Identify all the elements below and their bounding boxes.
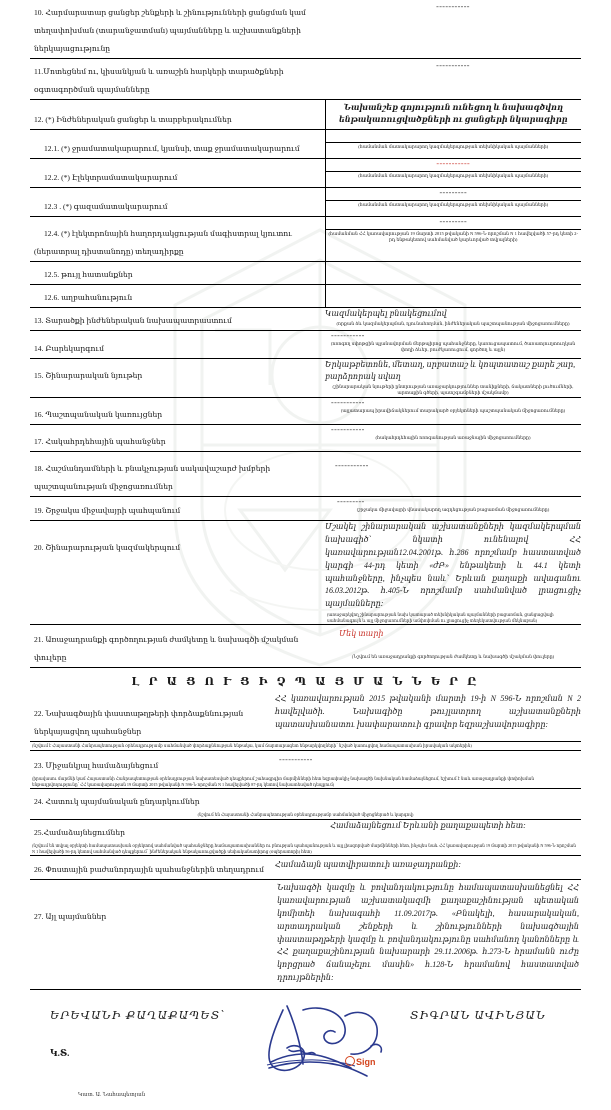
- row-hint: (որքան ձև կազմակերպման, դյունահողման, ինժեներական պաշտպանության միջոցառումները): [336, 321, 570, 326]
- table-row: [30, 856, 581, 880]
- row-hint: (հակահրդեհային ոռոգանության առաջնային միջոցառումները): [375, 435, 531, 441]
- table-row: [30, 789, 581, 812]
- signatory-title: ԵՐԵՎԱՆԻ ՔԱՂԱՔԱՊԵՏ՝: [50, 1009, 226, 1022]
- table-row: [30, 130, 581, 159]
- table-row: [30, 497, 581, 521]
- table-row: [30, 262, 581, 285]
- row-label-cell: [30, 625, 325, 668]
- row-value-cell[interactable]: [275, 750, 581, 775]
- table-row: [30, 217, 581, 262]
- row-label-cell: [30, 693, 275, 742]
- value-entry-line[interactable]: [326, 217, 582, 230]
- table-row: [30, 452, 581, 497]
- row-label: 23. Միջանկյալ համաձայնեցում: [34, 760, 159, 770]
- row-hint: (շինարարական նյութերի ընտրության առաջարկություններ տանիքների, ճակատների լուծումների, արտաքին գծերի, պատշգամբների մշակմամբ): [332, 384, 574, 396]
- row-hint: (համանման մատակարարող կազմակերպության տեխնիկական պայմանների): [358, 173, 549, 178]
- row-value: Համաձայնեցում Երևանի քաղաքապետի հետ:: [330, 820, 526, 830]
- row-value: Նախանշեք գոյություն ունեցող և նախագծվող ենթակառուցվածքների ու ցանցերի նկարագիրը: [339, 103, 568, 124]
- row-label-cell: [30, 521, 325, 625]
- row-value-cell[interactable]: [325, 425, 581, 452]
- table-row: [30, 59, 581, 100]
- table-row-hint: [30, 742, 581, 751]
- row-label: 14. Բարեկարգում: [34, 344, 105, 353]
- row-value: -----------: [331, 331, 365, 340]
- table-row: [30, 819, 581, 842]
- row-value: ՀՀ կառավարության 2015 թվականի մարտի 19-ի N 596-Ն որոշման N 2 հավելվածի. Նախագիծը թույլատրող աշխատանքների պատասխանատու խափարատուի գրավոր եզրաշխավորագիրը:: [275, 694, 581, 729]
- row-hint: (նշվում են տվյալ օբյեկտի համապատասխան օբյեկտով սահմանված պահանջները համապատասխաններ ու բնության պահպանության և այլ լիազորված մարմինների հետ, ինչպես նաև ՀՀ կառավարության 19 մարտի 2015 թվականի N 596-Ն որոշման N 1 հավելվածի 56-րդ կետով սահմանված դեպքերում՝ ինժեներական ենթակառուցվածքի սեփականատիրոց (օպերատորի) հետ): [32, 842, 576, 854]
- row-value-cell[interactable]: [325, 285, 581, 308]
- table-row: [30, 398, 581, 425]
- row-value-cell[interactable]: [275, 693, 581, 742]
- row-hint: (իրավասու մարմնի կամ Հայաստանի Հանրապետության օրենսդրության նախատեսված դեպքերում շահագրգիռ մարմինների հետ եզրափակիչ նախագծի նախնական համաձայնեցում, եշխում է նաև առաջադրանքի փոփոխման ենթադրվողությունը՝ ՀՀ կառավարության 19 մարտի 2015 թվականի N 596-Ն որոշման N 1 հավելվածի 87-րդ կետով նախատեսված դեպքում): [32, 775, 535, 787]
- value-entry-line[interactable]: [326, 130, 582, 143]
- form-table-lower: [30, 693, 581, 989]
- row-label: 16. Պաշտպանական կառույցներ: [34, 410, 163, 420]
- row-hint: (համանման մատակարարող կազմակերպության տեխնիկական պայմանների): [358, 202, 549, 207]
- row-hint: (համանման մատակարարող կազմակերպության տեխնիկական պայմանների): [358, 144, 549, 149]
- row-value: -----------: [331, 398, 365, 408]
- row-label-cell: [30, 188, 325, 217]
- row-label-cell: [30, 100, 325, 130]
- row-value-cell[interactable]: [325, 398, 581, 425]
- row-value: ---------: [439, 188, 468, 197]
- row-label: 21. Առաջադրանքի գործողության ժամկետը և նախագծի մշակման փուլերը: [34, 635, 299, 663]
- row-value-cell[interactable]: [325, 59, 581, 100]
- row-label-cell: [30, 217, 325, 262]
- section-header-additional-conditions: Լ Ր Ա Ց Ո Ւ Ց Ի Չ Պ Ա Յ Մ Ա Ն Ն Ե Ր Ը: [131, 676, 480, 689]
- table-row: [30, 625, 581, 668]
- cosign-circle-icon: [345, 1056, 355, 1066]
- row-value: -----------: [436, 61, 470, 70]
- row-value-cell[interactable]: [325, 130, 581, 159]
- table-row: [30, 0, 581, 59]
- row-label-cell: [30, 262, 325, 285]
- row-hint-cell: [30, 811, 581, 819]
- row-hint: (շրջակա միջավայրի վնասակարող ազդեցության բացառման միջոցառումները): [356, 507, 550, 513]
- row-hint: (համանման ՀՀ կառավարության 19 մարտի 2015 թվականի N 596-Ն որոշման N 1 հավելվածի 57-րդ կետի 2-րդ ենթակետով սահմանված կարևորված տվյալների): [328, 231, 578, 243]
- row-value-cell[interactable]: [275, 856, 581, 880]
- row-hint-cell: [30, 742, 581, 751]
- row-label-cell: [30, 130, 325, 159]
- table-row: [30, 750, 581, 775]
- row-value: -----------: [436, 2, 470, 11]
- row-value-cell[interactable]: [325, 452, 581, 497]
- row-label: 12.3 . (*) գազամատակարարում: [44, 202, 168, 211]
- table-row: [30, 100, 581, 130]
- row-label: 12.4. (*) էլեկտրոնային հաղորդակցության մագիստրալ կյուտու (ներատրալ դիստանոդը) տեղադիրքը: [34, 229, 292, 256]
- row-label-cell: [30, 425, 325, 452]
- row-label-cell: [30, 880, 275, 989]
- row-value: ---------: [337, 497, 365, 507]
- row-label-cell: [30, 308, 325, 331]
- row-value-cell: [325, 100, 581, 130]
- row-hint: (այլատարապ իրավիճակներում տարակարծ օբյեկտների պաշտպանական միջոցառումները): [340, 408, 566, 414]
- row-label-cell: [30, 452, 325, 497]
- row-value: Կազմակերպել բնակեցումով: [325, 309, 447, 318]
- row-hint: (առաջարկվող շինարարության նախ կատարած տեխնիկական պայմանների բացառման, ցանցացվալի սահմանագույն և այլ միջոցառումների ամփոփման ու լրացուցիչ տեղեկատվության մեկնաբան): [327, 611, 554, 623]
- signatory-name: ՏԻԳՐԱՆ ԱՎԻՆՅԱՆ: [410, 1009, 546, 1022]
- table-row-hint: [30, 842, 581, 856]
- row-value: Մեկ տարի: [339, 629, 384, 639]
- table-row: [30, 425, 581, 452]
- row-label: 20. Շինարարության կազմակերպում: [34, 543, 181, 553]
- row-value: ---------: [439, 217, 468, 226]
- row-label-cell: [30, 331, 325, 359]
- row-value-cell[interactable]: [275, 789, 581, 812]
- row-label-cell: [30, 398, 325, 425]
- value-entry-line[interactable]: [326, 159, 582, 172]
- table-row: [30, 521, 581, 625]
- value-entry-line[interactable]: [326, 188, 582, 201]
- table-row: [30, 308, 581, 331]
- row-value-cell[interactable]: [325, 262, 581, 285]
- row-value: Համաձայն պատվիրատուի առաջադրանքի:: [275, 860, 461, 870]
- row-label: 12.1. (*) ջրամատակարարում, կյանսի, տաք ջրամատակարարում: [44, 144, 300, 153]
- row-label: 12.5. թույլ հատանքներ: [44, 270, 133, 279]
- row-value: -----------: [436, 159, 471, 168]
- table-row: [30, 188, 581, 217]
- row-label: 22. Նախագծային փաստաթղթերի փորձաքննության ներկայացվող պահանջներ: [34, 709, 244, 737]
- row-label: 24. Հատուկ պայմանական ընդարկումներ: [34, 797, 200, 807]
- row-label-cell: [30, 0, 325, 59]
- row-value-cell[interactable]: [325, 159, 581, 188]
- row-hint: (նշվում են Հայաստանի Հանրապետության օրենսդրությամբ սահմանված միջոցներած և կարգով): [197, 812, 414, 818]
- row-value-cell[interactable]: [325, 521, 581, 625]
- row-label-cell: [30, 497, 325, 521]
- row-label-cell: [30, 750, 275, 775]
- row-label: 11.Մոտեցնեմ ու, կիսանկյան և առաշին հարկերի տարածքների օգտագործման պայմանները: [34, 67, 284, 94]
- row-label-cell: [30, 819, 275, 842]
- row-label-cell: [30, 285, 325, 308]
- row-value: -----------: [335, 461, 369, 471]
- row-hint-cell: [30, 842, 581, 856]
- row-label: 12.2. (*) Էլեկտրամատակարարում: [44, 173, 178, 182]
- row-label: 12.6. աղբահանություն: [44, 293, 133, 302]
- row-value: -----------: [331, 425, 365, 435]
- row-value-cell[interactable]: [325, 497, 581, 521]
- row-label: 12. (*) Ինժեներական ցանցեր և տարբերակումներ: [34, 115, 232, 124]
- row-value-cell[interactable]: [325, 0, 581, 59]
- row-label-cell: [30, 59, 325, 100]
- table-row-hint: [30, 775, 581, 789]
- table-row: [30, 693, 581, 742]
- row-label: 27. Այլ պայմաններ: [34, 912, 107, 922]
- seal-place-mark: Կ.Տ.: [50, 1047, 70, 1058]
- row-label: 25.Համաձայնեցումներ: [34, 827, 126, 837]
- row-value-cell[interactable]: [325, 188, 581, 217]
- signature-block: [30, 1000, 581, 1110]
- table-row: [30, 159, 581, 188]
- row-label: 10. Հարմարատար ցանցեր շենքերի և շինությունների ցանցման կամ տեղափոխման (տարանջատման) պայմանները և աշխատանքների ներկայացությունը: [34, 8, 306, 53]
- cosign-label: Sign: [356, 1056, 376, 1067]
- row-value-cell[interactable]: [325, 217, 581, 262]
- row-label: 19. Շրջակա միջավայրի պահպանում: [34, 506, 181, 516]
- row-value: Մշակել շինարարական աշխատանքների կազմակերպման նախագիծ՝ նկատի ունենալով ՀՀ կառավարության12.04.2001թ. հ.286 որոշմամբ հաստատված կարգի 44-րդ կետի «ժԲ» ենթակետի և 44.1 կետի պահանջները, ինչպես նաև՝ Երևան քաղաքի ավագանու 16.03.2012թ. հ.405-Ն որոշմամբ սահմանված լրացուցիչ պայմանները:: [325, 522, 581, 609]
- cosign-logo: [345, 1056, 376, 1067]
- row-label: 15. Շինարարական նյութեր: [34, 371, 143, 380]
- row-hint-cell: [30, 775, 581, 789]
- row-label: 18. Հաշմանդամների և բնակչության սակավաշարժ խմբերի պաշտպանության միջոցառումներ: [34, 464, 271, 492]
- row-label-cell: [30, 159, 325, 188]
- row-value-cell[interactable]: [275, 880, 581, 989]
- typist-note: Կատ. Ա. Նահապետյան: [78, 1091, 146, 1098]
- row-label: 13. Տարածքի ինժեներական նախապատրաստում: [34, 316, 232, 325]
- handwritten-signature: [225, 1002, 405, 1080]
- row-label-cell: [30, 856, 275, 880]
- row-value: Նախագծի կազմը և բովանդակությունը համապատասխանեցնել ՀՀ կառավարության աշխատակազմի քաղաքաշինության պետական կոմիտեի նախագահի 11.09.2017թ. «Բնակելի, հասարակական, արտադրական շենքերի և շինությունների նախագծային փաստաթղթերի կազմը և բովանդակությունը սահմանող կանոնները և ՀՀ քաղաքաշինության նախարարի 29.11.2006թ. հ.273-Ն հրամանն ուժը կորցրած ճանաչելու մասին» հ.128-Ն հրամանով հաստատված դրույթներին:: [277, 883, 579, 982]
- row-value-cell[interactable]: [325, 359, 581, 398]
- row-label-cell: [30, 789, 275, 812]
- row-value-cell[interactable]: [325, 331, 581, 359]
- row-label-cell: [30, 359, 325, 398]
- row-label: 17. Հակահրդեհային պահանջներ: [34, 437, 166, 447]
- table-row: [30, 880, 581, 989]
- row-hint: (նշվում է Հայաստանի Հանրապետության օրենսդրությամբ սահմանված փորձաքննության ենթակա, կամ ճարտարագետ ենթարկվողների՝ նշված կառուցվող համապատասխան իրավական ակտերին): [32, 743, 472, 749]
- row-label: 26. Փոստային բաժանորդային պահանջներին տեղադրում: [34, 865, 265, 875]
- table-row-hint: [30, 811, 581, 819]
- row-hint: (Նշվում են առաջադրանքի գործողության ժամկետը և նախագծի մշակման փուլերը): [351, 654, 555, 660]
- row-value-cell[interactable]: [325, 308, 581, 331]
- row-value-cell[interactable]: [275, 819, 581, 842]
- form-table-upper: [30, 0, 581, 668]
- row-value: -----------: [279, 754, 313, 764]
- row-value-cell[interactable]: [325, 625, 581, 668]
- table-row: [30, 285, 581, 308]
- row-value: Երկաթբետոնե, մետաղ, սրբատաշ և կոպտատաշ քարե շար, բարձրորակ սվաղ: [325, 360, 576, 381]
- table-row: [30, 359, 581, 398]
- table-row: [30, 331, 581, 359]
- row-hint: (ոռոգող սփոթցին պլանավորման մերթպիրոց պահանջները, կառուցապատում, ծառատյուղտուղկան փողի ձևեր, բուժկառուցում, գործող և այլն): [330, 341, 576, 353]
